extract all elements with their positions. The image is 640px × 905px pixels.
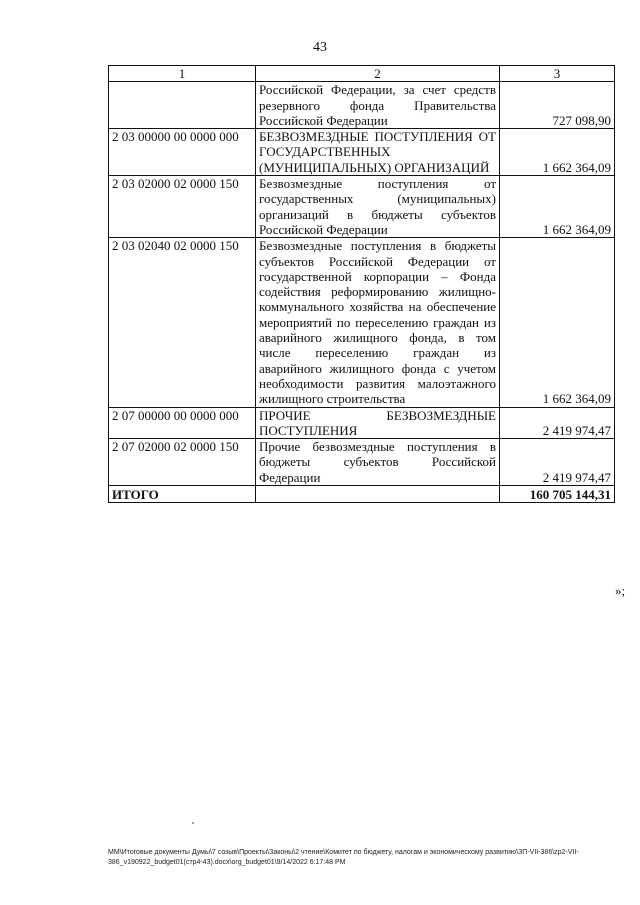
row-code: 2 07 02000 02 0000 150 — [109, 439, 256, 486]
table-row — [109, 129, 615, 176]
row-code: 2 03 02040 02 0000 150 — [109, 238, 256, 407]
table-row — [109, 439, 615, 486]
row-code: 2 03 02000 02 0000 150 — [109, 176, 256, 238]
row-amount: 1 662 364,09 — [500, 238, 615, 407]
closing-quote-mark: »; — [615, 583, 626, 598]
column-number-1: 1 — [109, 66, 256, 82]
row-amount: 727 098,90 — [500, 82, 615, 129]
revenue-table — [108, 65, 615, 503]
row-description: Безвозмездные поступления в бюджеты субъектов Российской Федерации от государственной корпорации – Фонда содействия реформированию жилищно-коммунального хозяйства на обеспечение мероприятий по переселению граждан из аварийного жилищного фонда, в том числе переселению граждан из аварийного жилищного фонда с учетом необходимости развития малоэтажного жилищного строительства — [256, 238, 500, 407]
scan-dot — [192, 822, 194, 824]
total-amount: 160 705 144,31 — [500, 486, 615, 503]
row-amount: 2 419 974,47 — [500, 407, 615, 439]
row-description: Безвозмездные поступления от государственных (муниципальных) организаций в бюджеты субъектов Российской Федерации — [256, 176, 500, 238]
row-code: 2 07 00000 00 0000 000 — [109, 407, 256, 439]
table-header-row — [109, 66, 615, 82]
page-number: 43 — [313, 40, 327, 55]
table-row — [109, 176, 615, 238]
row-description: ПРОЧИЕ БЕЗВОЗМЕЗДНЫЕ ПОСТУПЛЕНИЯ — [256, 407, 500, 439]
total-description — [256, 486, 500, 503]
total-label: ИТОГО — [109, 486, 256, 503]
table-row — [109, 238, 615, 407]
row-description: Российской Федерации, за счет средств резервного фонда Правительства Российской Федерации — [256, 82, 500, 129]
row-code: 2 03 00000 00 0000 000 — [109, 129, 256, 176]
row-amount: 2 419 974,47 — [500, 439, 615, 486]
table-row — [109, 407, 615, 439]
row-amount: 1 662 364,09 — [500, 176, 615, 238]
total-row — [109, 486, 615, 503]
column-number-2: 2 — [256, 66, 500, 82]
row-description: БЕЗВОЗМЕЗДНЫЕ ПОСТУПЛЕНИЯ ОТ ГОСУДАРСТВЕННЫХ (МУНИЦИПАЛЬНЫХ) ОРГАНИЗАЦИЙ — [256, 129, 500, 176]
column-number-3: 3 — [500, 66, 615, 82]
row-amount: 1 662 364,09 — [500, 129, 615, 176]
document-file-path: ММ\Итоговые документы Думы\7 созыв\Проекты\Законы\2 чтение\Комитет по бюджету, налогам и экономическому развитию\ЗП-VII-386\zp2-VII-386_v190922_budget01(стр4-43).docx\org_budget01\9/14/2022 6:17:48 PM — [108, 849, 579, 866]
row-description: Прочие безвозмездные поступления в бюджеты субъектов Российской Федерации — [256, 439, 500, 486]
table-row — [109, 82, 615, 129]
row-code — [109, 82, 256, 129]
